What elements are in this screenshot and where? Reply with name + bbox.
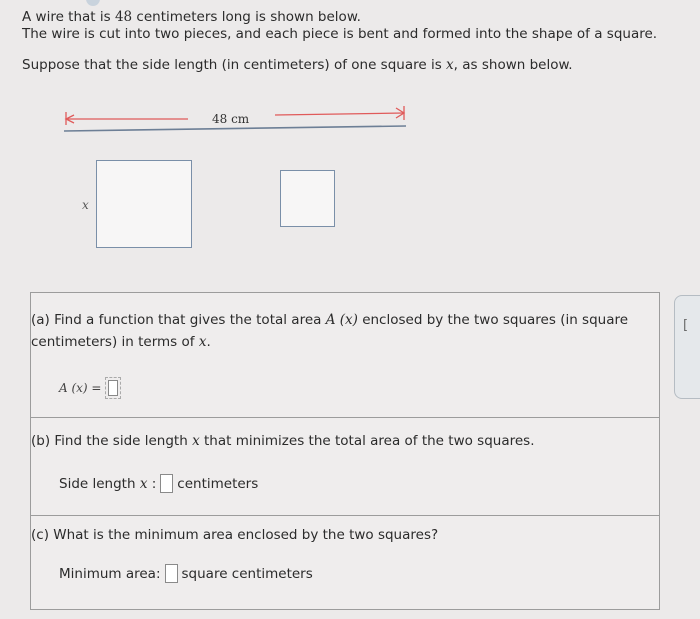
question-panel bbox=[30, 292, 660, 610]
minimum-area-label: Minimum area: bbox=[59, 565, 161, 582]
side-length-label: x bbox=[82, 198, 89, 212]
intro-line-3: Suppose that the side length (in centimeters) of one square is x, as shown below. bbox=[22, 57, 573, 73]
part-b-answer-row bbox=[59, 474, 258, 493]
minimum-area-input[interactable] bbox=[165, 564, 178, 583]
intro-line-2: The wire is cut into two pieces, and each piece is bent and formed into the shape of a square. bbox=[22, 26, 658, 42]
side-length-input[interactable] bbox=[160, 474, 173, 493]
side-length-answer-label: Side length x : bbox=[59, 475, 157, 492]
part-c-answer-row bbox=[59, 564, 313, 583]
part-a-section bbox=[31, 293, 659, 418]
right-dimension-line bbox=[275, 113, 404, 115]
minimum-area-unit: square centimeters bbox=[181, 565, 313, 582]
part-a-answer-row bbox=[59, 377, 121, 399]
side-tool-button[interactable] bbox=[674, 295, 700, 399]
area-function-input[interactable] bbox=[105, 377, 121, 399]
intro-line-1: A wire that is 48 centimeters long is shown below. bbox=[22, 9, 361, 25]
side-tool-label: [ bbox=[683, 318, 689, 333]
part-a-question: (a) Find a function that gives the total area A (x) enclosed by the two squares (in square centimeters) in terms of x. bbox=[31, 312, 629, 350]
side-length-unit: centimeters bbox=[177, 475, 259, 492]
wire-diagram bbox=[0, 0, 700, 280]
area-function-label: A (x) = bbox=[59, 381, 102, 395]
wire-length-label: 48 cm bbox=[212, 112, 250, 126]
part-c-question: (c) What is the minimum area enclosed by the two squares? bbox=[31, 527, 439, 543]
small-square bbox=[280, 170, 335, 227]
part-b-section bbox=[31, 418, 659, 516]
large-square bbox=[96, 160, 192, 248]
part-c-section bbox=[31, 516, 659, 609]
part-b-question: (b) Find the side length x that minimizes the total area of the two squares. bbox=[31, 433, 535, 449]
wire-line bbox=[64, 126, 406, 131]
